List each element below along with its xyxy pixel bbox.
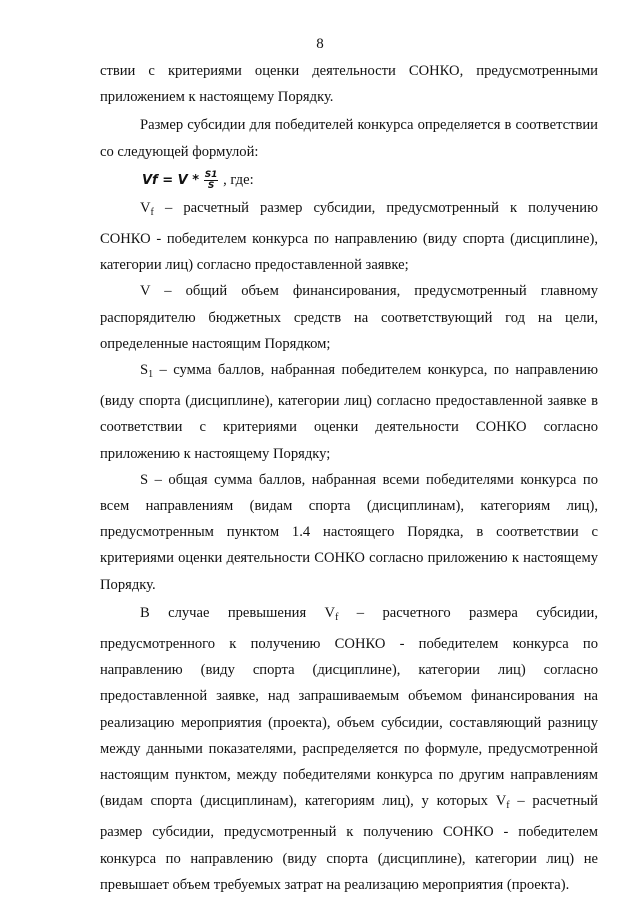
formula-numerator: S1 xyxy=(204,169,218,180)
paragraph-formula-intro: Размер субсидии для победителей конкурса определяется в соответствии со следующей формулой: xyxy=(100,117,598,160)
subsidy-formula xyxy=(100,165,598,195)
symbol-subscript: f xyxy=(335,611,339,623)
definition-vf xyxy=(100,195,598,279)
formula-fraction xyxy=(204,170,219,191)
formula-suffix: , где: xyxy=(223,171,254,188)
symbol-subscript: 1 xyxy=(148,369,154,381)
formula-denominator: S xyxy=(207,180,215,191)
symbol-s: S xyxy=(140,362,149,379)
symbol-subscript: f xyxy=(150,206,154,218)
page-number: 8 xyxy=(316,36,324,52)
text-segment: – расчетного размера субсидии, предусмотренного к получению СОНКО - победителем конкурса по направлению (виду спорта (дисциплине), категории лиц) согласно предоставленной заявке, над запрашиваемым объемом финансирования на реализацию мероприятия (проекта), объем субсидии, составляющий разницу между данными показателями, распределяется по формуле, предусмотренной настоящим пунктом, между победителями конкурса по другим направлениям (видам спорта (дисциплинам), категориям лиц), у которых V xyxy=(100,604,598,810)
paragraph-continuation: ствии с критериями оценки деятельности СОНКО, предусмотренными приложением к настоящему Порядку. xyxy=(100,63,598,106)
definition-s1 xyxy=(100,357,598,467)
text-segment: В случае превышения V xyxy=(140,604,336,621)
document-body xyxy=(100,58,598,898)
text-segment: – расчетный размер субсидии, предусмотренный к получению СОНКО - победителем конкурса по направлению (виду спорта (дисциплине), категории лиц) не превышает объем требуемых затрат на реализацию мероприятия (проекта). xyxy=(100,793,598,893)
definition-v: V – общий объем финансирования, предусмотренный главному распорядителю бюджетных средств на соответствующий год на цели, определенные настоящим Порядком; xyxy=(100,283,598,352)
symbol-subscript: f xyxy=(506,800,510,812)
formula-lhs: Vf = V * xyxy=(142,172,200,188)
definition-s: S – общая сумма баллов, набранная всеми победителями конкурса по всем направлениям (видам спорта (дисциплинам), категориям лиц), предусмотренным пунктом 1.4 настоящего Порядка, в соответствии с критериями оценки деятельности СОНКО согласно приложению к настоящему Порядку. xyxy=(100,471,598,593)
symbol-v: V xyxy=(140,199,151,216)
paragraph-excess-rule xyxy=(100,600,598,898)
definition-text: – сумма баллов, набранная победителем конкурса, по направлению (виду спорта (дисциплине), категории лиц) согласно предоставленной заявке в соответствии с критериями оценки деятельности СОНКО согласно приложению к настоящему Порядку; xyxy=(100,362,598,462)
definition-text: – расчетный размер субсидии, предусмотренный к получению СОНКО - победителем конкурса по направлению (виду спорта (дисциплине), категории лиц) согласно предоставленной заявке; xyxy=(100,199,598,274)
